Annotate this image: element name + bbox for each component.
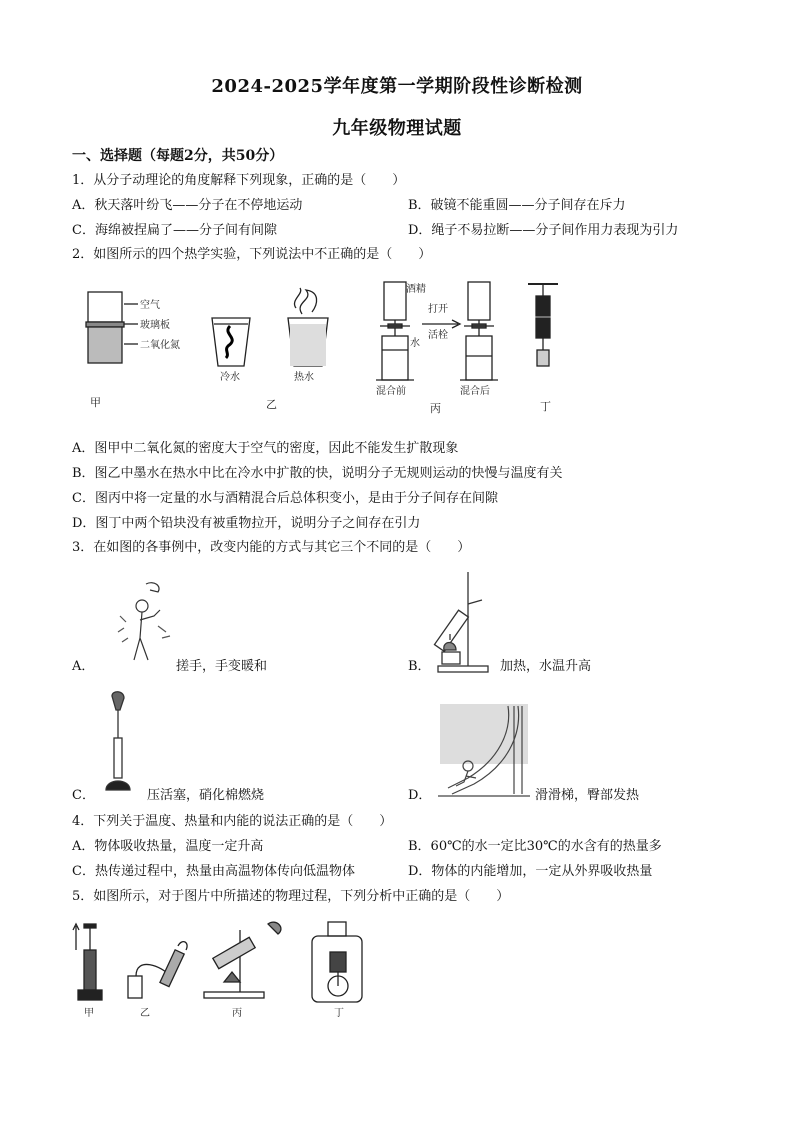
label-air: 空气 bbox=[140, 300, 160, 311]
label-cold-water: 冷水 bbox=[220, 372, 240, 383]
label-hot-water: 热水 bbox=[294, 372, 314, 383]
label-stopcock: 活栓 bbox=[428, 330, 448, 341]
q1-option-d: D．绳子不易拉断——分子间作用力表现为引力 bbox=[408, 223, 679, 238]
q2-stem: 2．如图所示的四个热学实验，下列说法中不正确的是（ ） bbox=[72, 247, 432, 262]
q1-option-b: B．破镜不能重圆——分子间存在斥力 bbox=[408, 198, 626, 213]
label-water: 水 bbox=[410, 338, 420, 349]
q1-stem: 1．从分子动理论的角度解释下列现象，正确的是（ ） bbox=[72, 173, 406, 188]
q2-figure bbox=[80, 278, 580, 418]
label-before: 混合前 bbox=[376, 386, 406, 397]
q4-option-b: B．60℃的水一定比30℃的水含有的热量多 bbox=[408, 839, 662, 854]
label-bing: 丙 bbox=[430, 402, 441, 415]
q5-label-ding: 丁 bbox=[334, 1008, 344, 1019]
label-ding: 丁 bbox=[540, 400, 551, 413]
exam-subtitle: 九年级物理试题 bbox=[332, 118, 462, 139]
q3-option-d-letter: D． bbox=[408, 788, 432, 803]
q5-stem: 5．如图所示，对于图片中所描述的物理过程，下列分析中正确的是（ ） bbox=[72, 889, 510, 904]
q1-option-a: A．秋天落叶纷飞——分子在不停地运动 bbox=[72, 198, 303, 213]
exam-title: 2024-2025学年度第一学期阶段性诊断检测 bbox=[211, 76, 583, 97]
q3-figure-a bbox=[100, 576, 180, 666]
q2-option-a: A．图甲中二氧化氮的密度大于空气的密度，因此不能发生扩散现象 bbox=[72, 441, 459, 456]
q5-label-bing: 丙 bbox=[232, 1008, 242, 1019]
q2-option-d: D．图丁中两个铅块没有被重物拉开，说明分子之间存在引力 bbox=[72, 516, 421, 531]
q3-stem: 3．在如图的各事例中，改变内能的方式与其它三个不同的是（ ） bbox=[72, 540, 471, 555]
q4-option-a: A．物体吸收热量，温度一定升高 bbox=[72, 839, 264, 854]
q5-label-yi: 乙 bbox=[140, 1008, 150, 1019]
q3-figure-b bbox=[432, 570, 502, 674]
q3-option-a-letter: A． bbox=[72, 659, 95, 674]
q2-option-b: B．图乙中墨水在热水中比在冷水中扩散的快，说明分子无规则运动的快慢与温度有关 bbox=[72, 466, 563, 481]
label-no2: 二氧化氮 bbox=[140, 340, 180, 351]
label-after: 混合后 bbox=[460, 386, 490, 397]
label-alcohol: 酒精 bbox=[406, 284, 426, 295]
q3-option-c-letter: C． bbox=[72, 788, 95, 803]
q3-option-a-text: 搓手，手变暖和 bbox=[176, 659, 268, 674]
q5-figure bbox=[72, 916, 382, 1022]
section-heading: 一、选择题（每题2分，共50分） bbox=[72, 148, 284, 164]
q4-stem: 4．下列关于温度、热量和内能的说法正确的是（ ） bbox=[72, 814, 393, 829]
q5-label-jia: 甲 bbox=[84, 1008, 94, 1019]
label-glass-plate: 玻璃板 bbox=[140, 320, 170, 331]
label-yi: 乙 bbox=[266, 398, 277, 411]
q4-option-c: C．热传递过程中，热量由高温物体传向低温物体 bbox=[72, 864, 355, 879]
q3-figure-d bbox=[438, 702, 530, 798]
q3-option-b-text: 加热，水温升高 bbox=[500, 659, 592, 674]
q4-option-d: D．物体的内能增加，一定从外界吸收热量 bbox=[408, 864, 653, 879]
q3-figure-c bbox=[102, 690, 142, 800]
q3-option-c-text: 压活塞，硝化棉燃烧 bbox=[147, 788, 265, 803]
label-open: 打开 bbox=[428, 304, 448, 315]
q3-option-b-letter: B． bbox=[408, 659, 431, 674]
q2-option-c: C．图丙中将一定量的水与酒精混合后总体积变小，是由于分子间存在间隙 bbox=[72, 491, 498, 506]
q1-option-c: C．海绵被捏扁了——分子间有间隙 bbox=[72, 223, 277, 238]
q3-option-d-text: 滑滑梯，臀部发热 bbox=[535, 788, 640, 803]
label-jia: 甲 bbox=[90, 396, 101, 409]
